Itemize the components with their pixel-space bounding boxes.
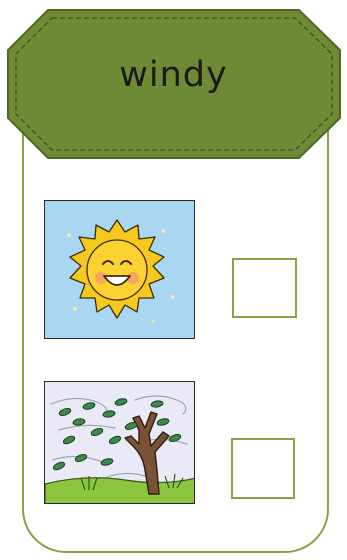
title-tab: [0, 0, 347, 170]
sun-picture: [44, 200, 195, 339]
sun-answer-checkbox[interactable]: [232, 258, 297, 318]
windy-picture: [44, 381, 195, 504]
card-title: windy: [119, 55, 228, 95]
windy-answer-checkbox[interactable]: [231, 438, 295, 499]
sun-icon: [45, 201, 195, 339]
windy-tree-icon: [45, 382, 195, 504]
